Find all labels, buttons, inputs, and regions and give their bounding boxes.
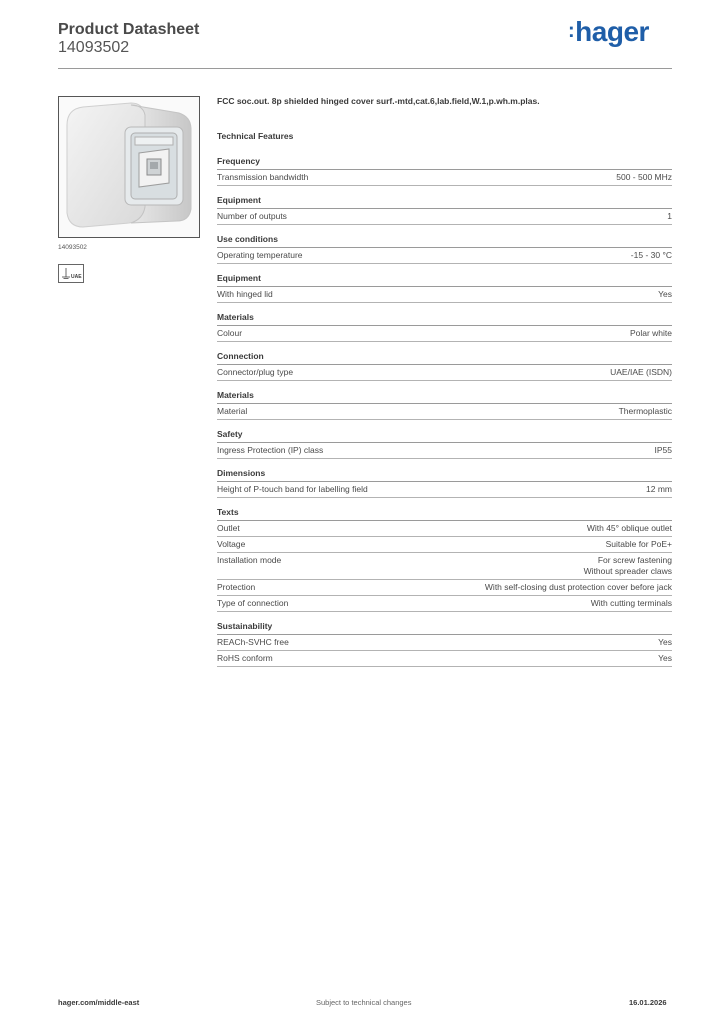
product-image <box>58 96 200 238</box>
earth-symbol-box <box>58 264 84 283</box>
feature-row <box>217 482 672 498</box>
footer-date: 16.01.2026 <box>629 998 667 1007</box>
feature-label: Type of connection <box>217 598 289 608</box>
feature-group-title: Sustainability <box>217 621 672 635</box>
feature-group <box>217 429 672 459</box>
feature-value <box>658 289 672 300</box>
feature-value-line: 12 mm <box>646 484 672 494</box>
feature-row <box>217 326 672 342</box>
feature-value <box>485 582 672 593</box>
feature-label: Operating temperature <box>217 250 303 260</box>
feature-value <box>616 172 672 183</box>
footer-notice: Subject to technical changes <box>316 998 412 1007</box>
feature-row <box>217 537 672 553</box>
feature-group-title: Materials <box>217 312 672 326</box>
feature-label: Protection <box>217 582 256 592</box>
feature-row <box>217 635 672 651</box>
feature-label: With hinged lid <box>217 289 273 299</box>
socket-outlet-illustration <box>59 97 199 237</box>
feature-value <box>606 539 672 550</box>
feature-value <box>584 555 672 577</box>
feature-row <box>217 553 672 580</box>
feature-label: Material <box>217 406 248 416</box>
product-code: 14093502 <box>58 39 130 56</box>
logo-text: hager <box>575 16 649 47</box>
feature-value <box>610 367 672 378</box>
feature-group <box>217 351 672 381</box>
feature-group <box>217 312 672 342</box>
feature-value-line: With cutting terminals <box>590 598 672 608</box>
technical-features-heading: Technical Features <box>217 131 294 141</box>
logo-dots-icon: : <box>568 20 575 42</box>
feature-row <box>217 404 672 420</box>
feature-value-line: With self-closing dust protection cover before jack <box>484 582 672 592</box>
feature-group-title: Safety <box>217 429 672 443</box>
earth-symbol-label: UAE <box>71 274 82 280</box>
feature-value <box>658 653 672 664</box>
feature-row <box>217 580 672 596</box>
page-title: Product Datasheet <box>58 21 200 38</box>
feature-group-title: Equipment <box>217 273 672 287</box>
feature-group-title: Equipment <box>217 195 672 209</box>
feature-label: Colour <box>217 328 243 338</box>
feature-value-line: Suitable for PoE+ <box>605 539 672 549</box>
feature-label: Height of P-touch band for labelling field <box>217 484 368 494</box>
feature-group-title: Materials <box>217 390 672 404</box>
feature-row <box>217 651 672 667</box>
feature-value <box>646 484 672 495</box>
feature-label: Transmission bandwidth <box>217 172 309 182</box>
feature-value <box>619 406 672 417</box>
feature-value-line: Yes <box>658 289 672 299</box>
feature-group-title: Use conditions <box>217 234 672 248</box>
feature-group <box>217 273 672 303</box>
feature-label: Voltage <box>217 539 246 549</box>
feature-group <box>217 468 672 498</box>
feature-group-title: Dimensions <box>217 468 672 482</box>
feature-row <box>217 170 672 186</box>
feature-value-line: IP55 <box>654 445 672 455</box>
hager-logo[interactable] <box>568 16 649 48</box>
feature-label: Connector/plug type <box>217 367 294 377</box>
feature-row <box>217 443 672 459</box>
feature-group <box>217 507 672 612</box>
feature-group <box>217 156 672 186</box>
feature-value-line: For screw fastening <box>597 555 672 565</box>
feature-label: RoHS conform <box>217 653 273 663</box>
feature-group-title: Frequency <box>217 156 672 170</box>
feature-value <box>630 328 672 339</box>
feature-value-line: Yes <box>658 653 672 663</box>
footer-website-link[interactable]: hager.com/middle-east <box>58 998 140 1007</box>
feature-value <box>667 211 672 222</box>
feature-value-line: With 45° oblique outlet <box>586 523 672 533</box>
feature-value-line: 1 <box>667 211 672 221</box>
feature-row <box>217 248 672 264</box>
feature-value-line: UAE/IAE (ISDN) <box>610 367 672 377</box>
feature-value <box>658 637 672 648</box>
feature-value-line: 500 - 500 MHz <box>616 172 672 182</box>
feature-row <box>217 521 672 537</box>
feature-value <box>655 445 673 456</box>
feature-row <box>217 365 672 381</box>
image-reference: 14093502 <box>58 244 87 251</box>
feature-value-line: Thermoplastic <box>618 406 672 416</box>
feature-label: Installation mode <box>217 555 282 565</box>
feature-group <box>217 195 672 225</box>
feature-value-line: Without spreader claws <box>583 566 672 576</box>
feature-value-line: -15 - 30 °C <box>630 250 672 260</box>
feature-label: Ingress Protection (IP) class <box>217 445 324 455</box>
feature-group-title: Texts <box>217 507 672 521</box>
feature-label: REACh-SVHC free <box>217 637 289 647</box>
feature-row <box>217 287 672 303</box>
product-description: FCC soc.out. 8p shielded hinged cover surf.-mtd,cat.6,lab.field,W.1,p.wh.m.plas. <box>217 96 540 106</box>
feature-group <box>217 390 672 420</box>
header-divider <box>58 68 672 69</box>
feature-label: Number of outputs <box>217 211 287 221</box>
feature-group <box>217 234 672 264</box>
feature-value <box>591 598 672 609</box>
feature-value-line: Polar white <box>629 328 672 338</box>
feature-group-title: Connection <box>217 351 672 365</box>
technical-features-table <box>217 156 672 676</box>
feature-row <box>217 209 672 225</box>
feature-label: Outlet <box>217 523 240 533</box>
feature-row <box>217 596 672 612</box>
feature-value <box>631 250 672 261</box>
feature-value-line: Yes <box>658 637 672 647</box>
feature-group <box>217 621 672 667</box>
feature-value <box>587 523 672 534</box>
